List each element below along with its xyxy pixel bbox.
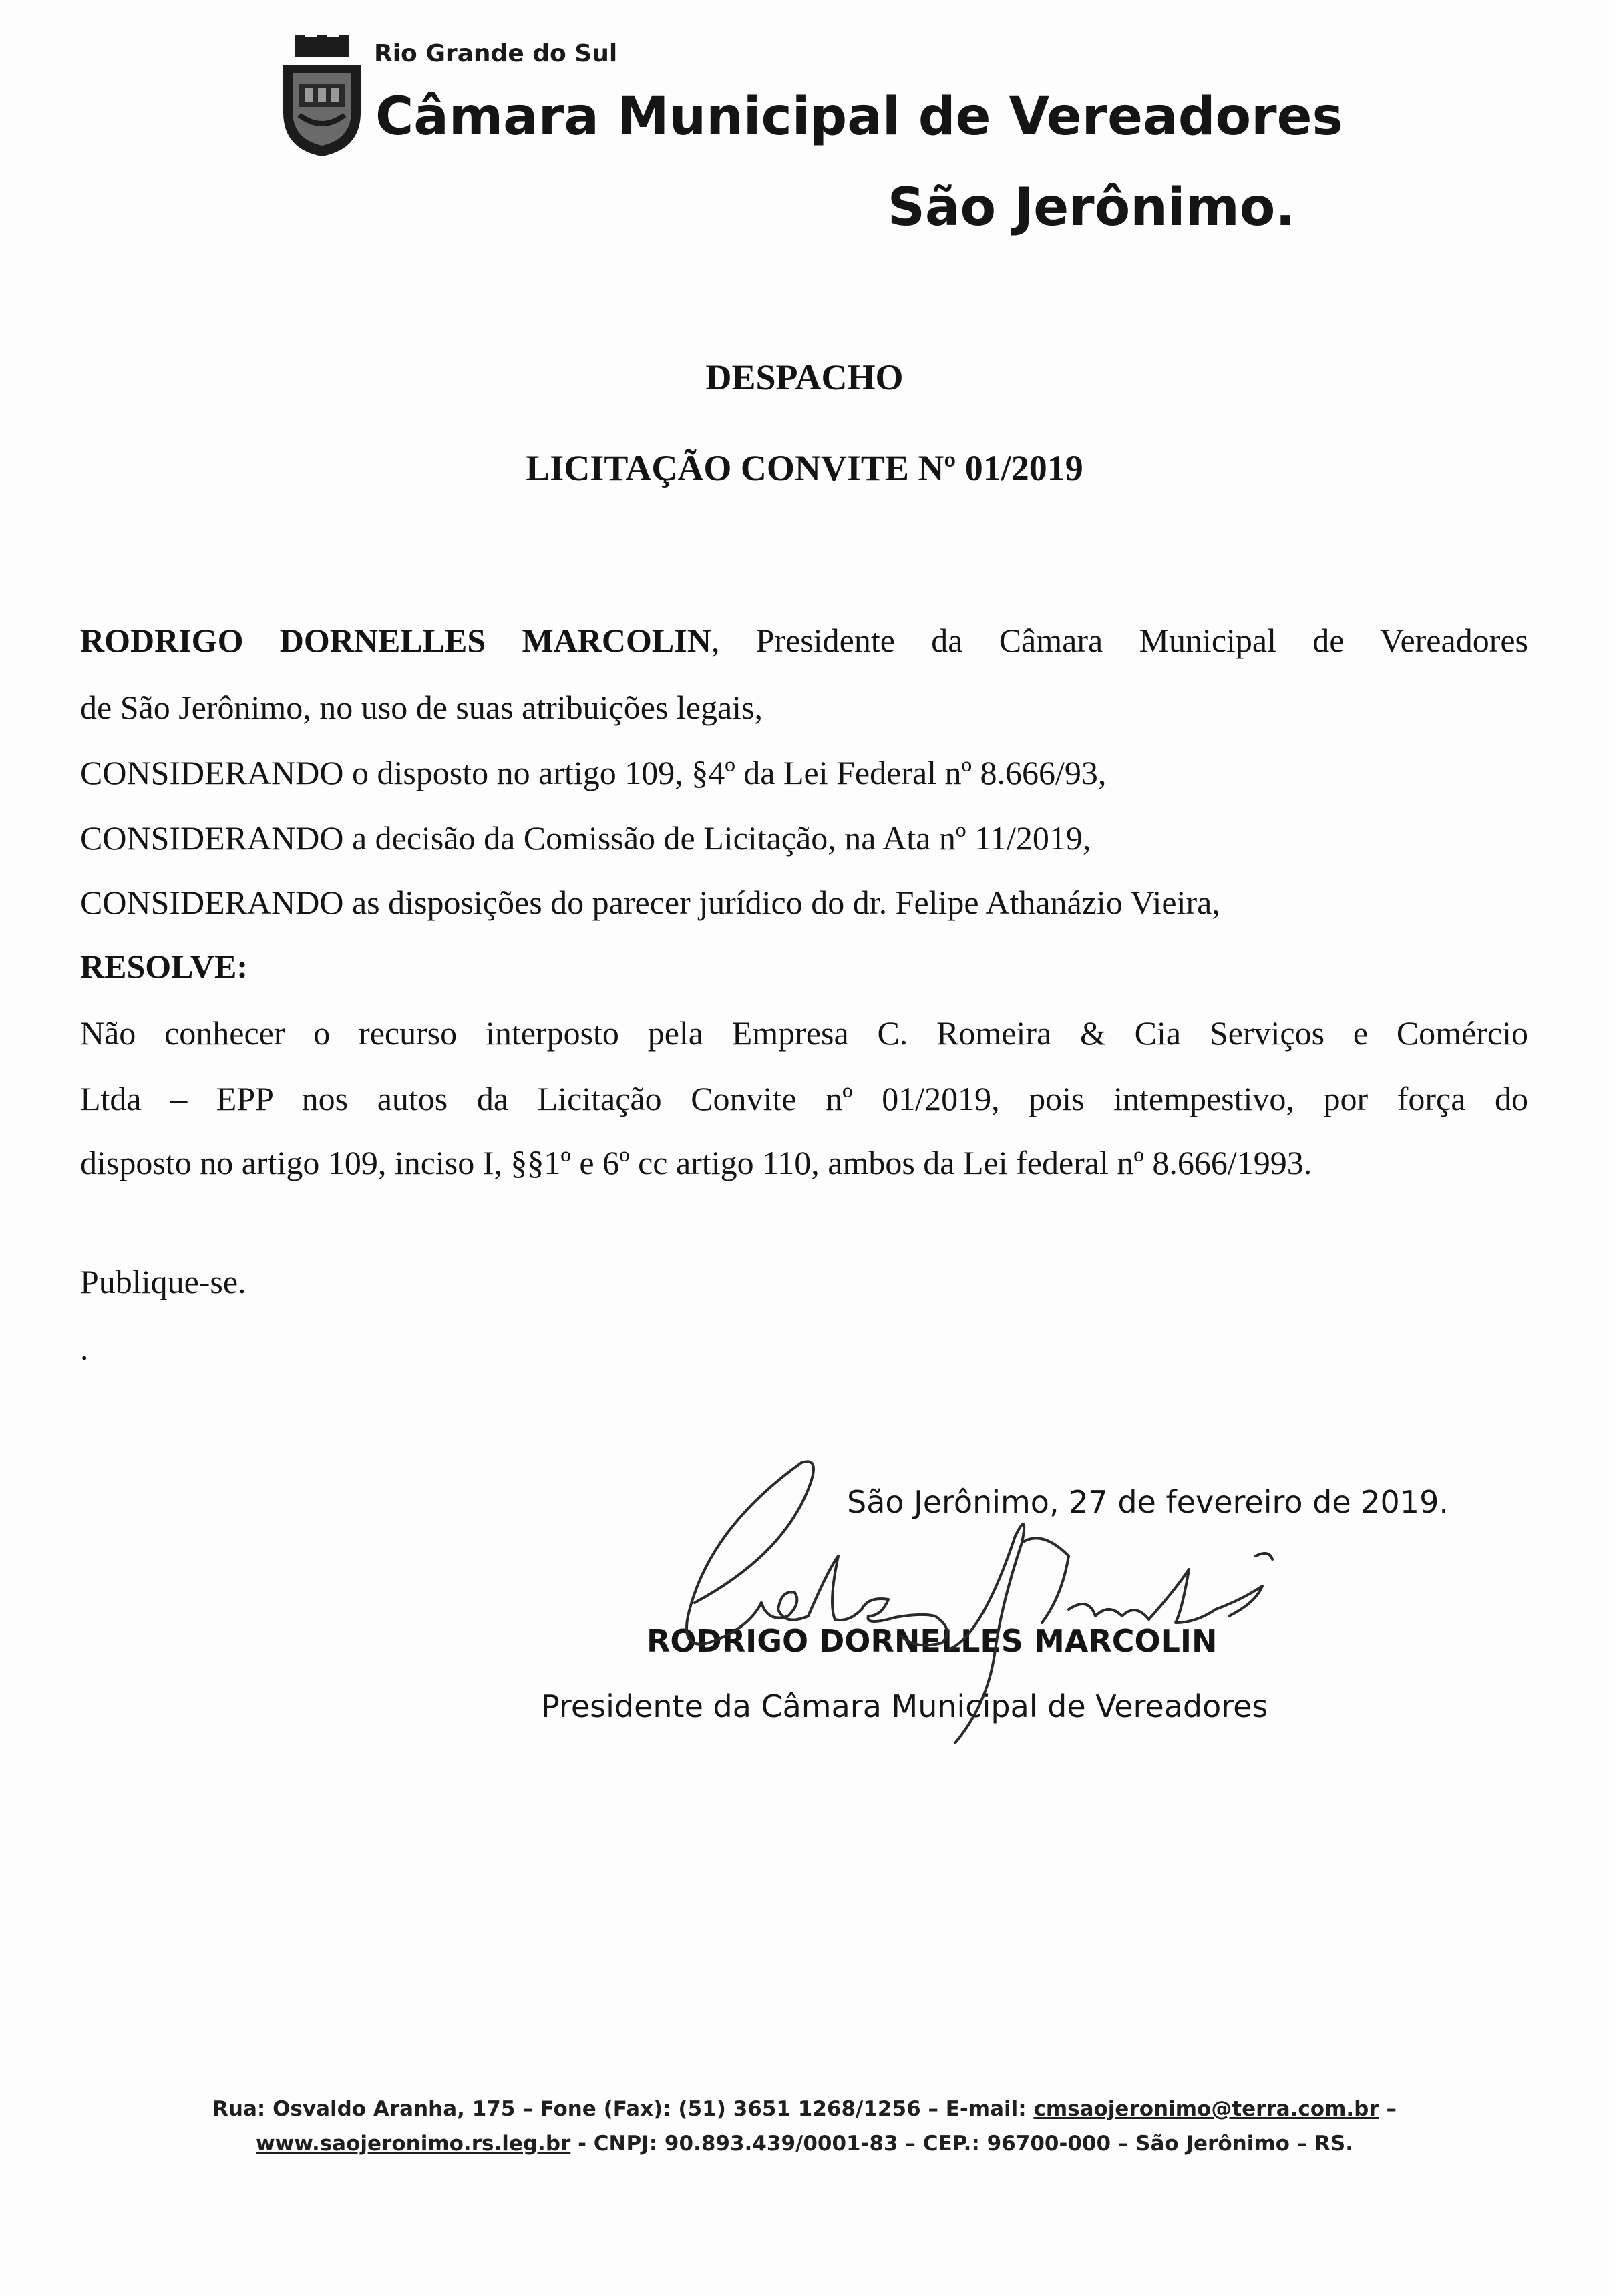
considerando-2: CONSIDERANDO a decisão da Comissão de Licitação, na Ata nº 11/2019, [80, 819, 1091, 857]
resolve-heading: RESOLVE: [80, 948, 248, 985]
footer-line-2 [0, 2132, 1609, 2156]
footer-registry: - CNPJ: 90.893.439/0001-83 – CEP.: 96700-000 – São Jerônimo – RS. [570, 2132, 1353, 2156]
intro-line-1 [80, 621, 1528, 660]
footer-website-link[interactable]: www.saojeronimo.rs.leg.br [256, 2132, 571, 2156]
decision-line-2: Ltda – EPP nos autos da Licitação Convite nº 01/2019, pois intempestivo, por força do [80, 1080, 1528, 1117]
intro-line-2: de São Jerônimo, no uso de suas atribuições legais, [80, 689, 763, 726]
signatory-role: Presidente da Câmara Municipal de Vereadores [541, 1688, 1268, 1724]
header-city: São Jerônimo. [887, 178, 1295, 238]
signature-date: São Jerônimo, 27 de fevereiro de 2019. [847, 1484, 1449, 1520]
coat-of-arms-icon [275, 32, 369, 159]
header-organization: Câmara Municipal de Vereadores [375, 87, 1343, 147]
document-title: DESPACHO [705, 357, 904, 397]
intro-line-1-rest: , Presidente da Câmara Municipal de Vereadores [711, 622, 1528, 659]
footer-address: Rua: Osvaldo Aranha, 175 – Fone (Fax): (51) 3651 1268/1256 – E-mail: [212, 2097, 1034, 2121]
signatory-name: RODRIGO DORNELLES MARCOLIN [647, 1623, 1218, 1659]
president-name: RODRIGO DORNELLES MARCOLIN [80, 622, 711, 659]
considerando-3: CONSIDERANDO as disposições do parecer jurídico do dr. Felipe Athanázio Vieira, [80, 884, 1220, 921]
stray-dot: . [80, 1330, 89, 1367]
footer-line-1-suffix: – [1379, 2097, 1397, 2121]
decision-line-3: disposto no artigo 109, inciso I, §§1º e 6º cc artigo 110, ambos da Lei federal nº 8.666/1993. [80, 1144, 1312, 1181]
decision-line-1: Não conhecer o recurso interposto pela Empresa C. Romeira & Cia Serviços e Comércio [80, 1014, 1528, 1052]
footer-email-link[interactable]: cmsaojeronimo@terra.com.br [1033, 2097, 1379, 2121]
considerando-1: CONSIDERANDO o disposto no artigo 109, §4º da Lei Federal nº 8.666/93, [80, 754, 1107, 791]
publique-se: Publique-se. [80, 1263, 246, 1300]
header-state: Rio Grande do Sul [374, 40, 618, 67]
footer-line-1 [0, 2097, 1609, 2121]
document-subtitle: LICITAÇÃO CONVITE Nº 01/2019 [526, 448, 1083, 488]
